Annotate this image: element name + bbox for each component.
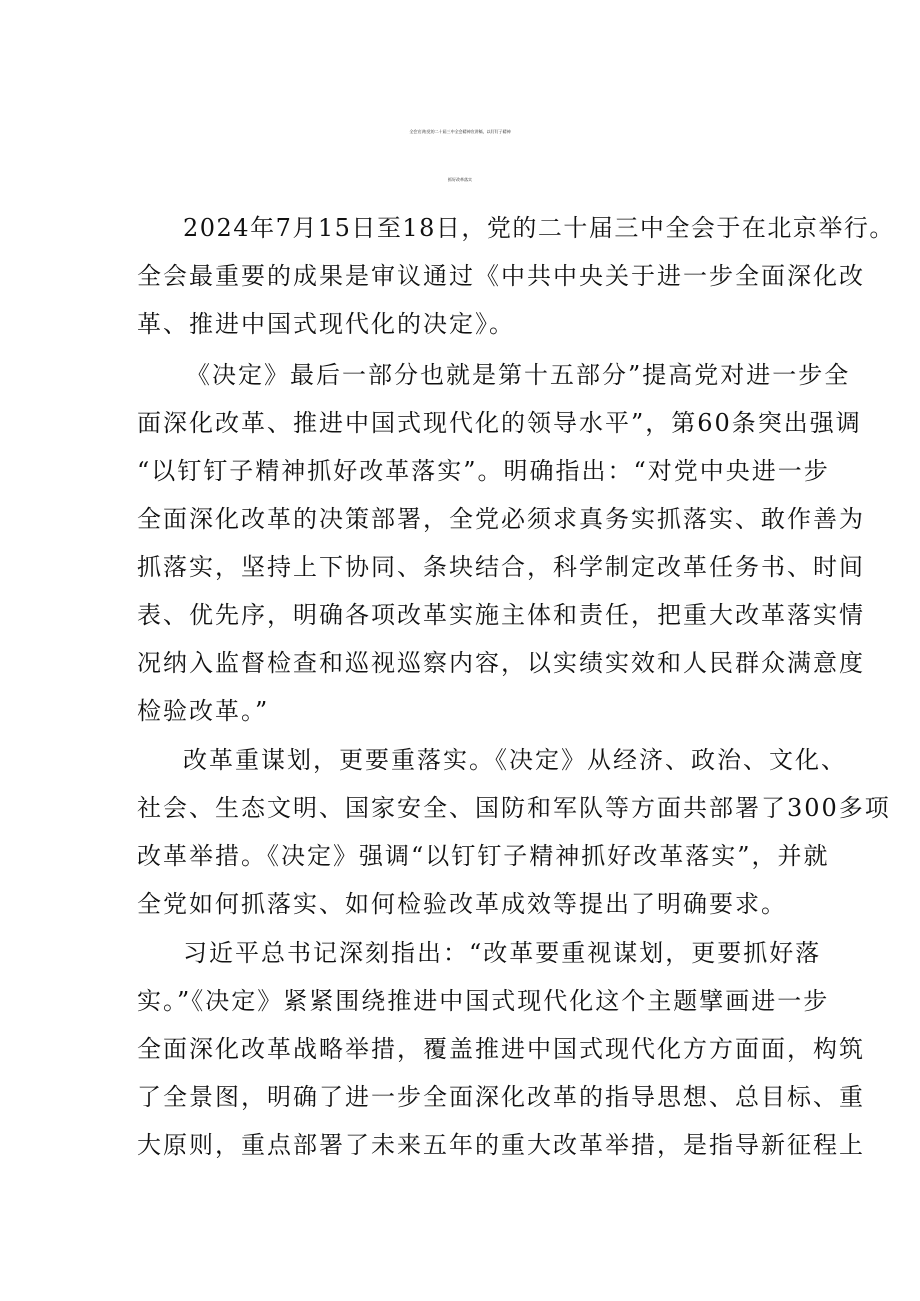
paragraph-line: 《决定》最后一部分也就是第十五部分”提高党对进一步全 (186, 361, 851, 389)
paragraph-line: 表、优先序，明确各项改革实施主体和责任，把重大改革落实情 (137, 601, 865, 629)
paragraph-line: 全面深化改革战略举措，覆盖推进中国式现代化方方面面，构筑 (137, 1035, 865, 1063)
paragraph-line: 全党如何抓落实、如何检验改革成效等提出了明确要求。 (137, 890, 787, 918)
paragraph-line: 革、推进中国式现代化的决定》。 (137, 310, 515, 338)
paragraph-line: 实。”《决定》紧紧围绕推进中国式现代化这个主题擘画进一步 (137, 987, 830, 1015)
paragraph-line: 抓落实，坚持上下协同、条块结合，科学制定改革任务书、时间 (137, 553, 865, 581)
paragraph-line: 大原则，重点部署了未来五年的重大改革举措，是指导新征程上 (137, 1131, 865, 1159)
paragraph-line: 了全景图，明确了进一步全面深化改革的指导思想、总目标、重 (137, 1083, 865, 1111)
paragraph-line: 改革举措。《决定》强调“以钉钉子精神抓好改革落实”，并就 (137, 842, 830, 870)
document-title-line-2: 抓好改革落实 (448, 177, 472, 182)
paragraph-line: 面深化改革、推进中国式现代化的领导水平”，第60条突出强调 (137, 409, 862, 437)
paragraph-line: 2024年7月15日至18日，党的二十届三中全会于在北京举行。 (183, 214, 895, 242)
document-title-line-1: 全会宣讲|党的二十届三中全会精神宣讲稿，以钉钉子精神 (409, 129, 511, 134)
paragraph-line: 社会、生态文明、国家安全、国防和军队等方面共部署了300多项 (137, 794, 891, 822)
paragraph-line: 全会最重要的成果是审议通过《中共中央关于进一步全面深化改 (137, 262, 865, 290)
paragraph-line: 习近平总书记深刻指出：“改革要重视谋划，更要抓好落 (183, 939, 822, 967)
paragraph-line: 检验改革。” (137, 697, 270, 725)
paragraph-line: 况纳入监督检查和巡视巡察内容，以实绩实效和人民群众满意度 (137, 649, 865, 677)
paragraph-line: 改革重谋划，更要重落实。《决定》从经济、政治、文化、 (183, 746, 847, 774)
paragraph-line: 全面深化改革的决策部署，全党必须求真务实抓落实、敢作善为 (137, 505, 865, 533)
paragraph-line: “以钉钉子精神抓好改革落实”。明确指出：“对党中央进一步 (137, 457, 830, 485)
